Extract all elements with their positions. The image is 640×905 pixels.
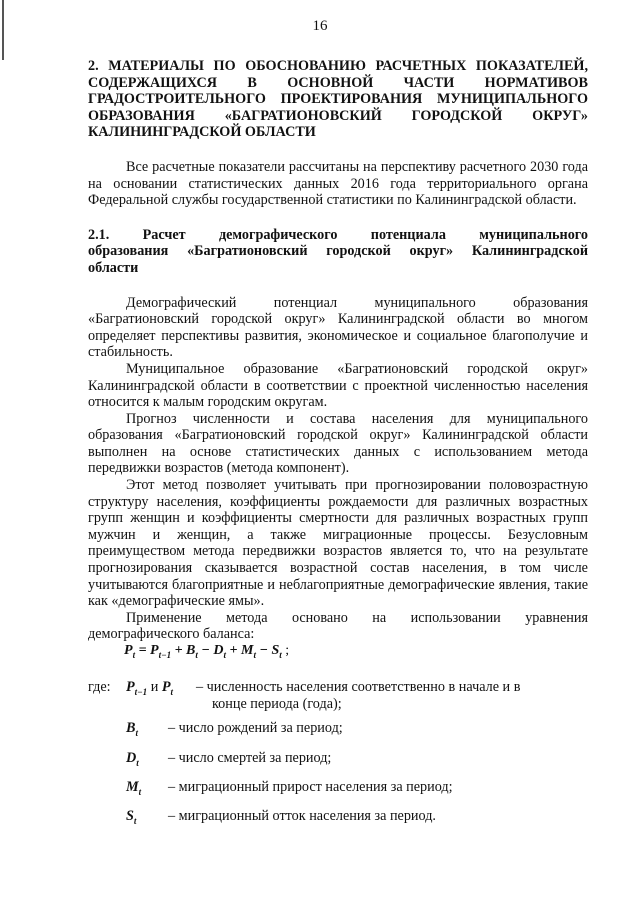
legend-dash: –	[196, 679, 204, 695]
legend-symbol-s: $S_t$	[126, 808, 137, 827]
legend-symbol-b: $B_t$	[126, 720, 138, 739]
body-paragraph: Этот метод позволяет учитывать при прогнозировании половозрастную структуру населения, коэффициенты рождаемости для различных возрастных групп женщин и коэффициенты смертности для различных возрастных групп мужчин и женщин, а также миграционные процессы. Безусловным преимуществом метода передвижки возрастов является то, что на результате прогнозирования сказывается возрастной состав населения, в том числе учитываются благоприятные и неблагоприятные демографические явления, такие как «демографические ямы».	[88, 477, 588, 610]
legend-symbol-p: $P_{t-1}$ и $P_t$	[126, 679, 174, 697]
legend-row-deaths	[88, 750, 588, 771]
section-2-1-heading-line: 2.1. Расчет демографического потенциала муниципального	[88, 226, 588, 243]
formula-intro: Применение метода основано на использовании уравнения демографического баланса:	[88, 609, 588, 643]
body-paragraph: Демографический потенциал муниципального образования «Багратионовский городской округ» Калининградской области во многом определяет перспективы развития, экономическое и социальное благополучие и стабильность.	[88, 294, 588, 361]
section-2-heading-line: КАЛИНИНГРАДСКОЙ ОБЛАСТИ	[88, 124, 316, 141]
section-2-heading-line: СОДЕРЖАЩИХСЯ В ОСНОВНОЙ ЧАСТИ НОРМАТИВОВ	[88, 74, 588, 91]
legend-text: – миграционный отток населения за период.	[168, 808, 436, 825]
section-2-1-heading-line: образования «Багратионовский городской округ» Калининградской	[88, 243, 588, 260]
section-2-heading	[88, 58, 588, 141]
legend-description	[196, 679, 588, 712]
equation-text: $P_t = P_{t-1} + B_t - D_t + M_t - S_t$	[124, 643, 282, 660]
legend-row-population	[88, 679, 588, 712]
balance-equation	[124, 643, 588, 665]
and-word: и	[150, 679, 159, 695]
legend-text: – миграционный прирост населения за период;	[168, 779, 453, 796]
legend-text: – число смертей за период;	[168, 749, 332, 766]
legend-row-migration-in	[88, 779, 588, 800]
legend-text: численность населения соответственно в начале и в	[206, 679, 521, 695]
section-2-1-heading-line: области	[88, 259, 139, 276]
body-paragraph: Муниципальное образование «Багратионовский городской округ» Калининградской области в соответствии с проектной численностью населения относится к малым городским округам.	[88, 360, 588, 411]
section-2-1-heading	[88, 227, 588, 277]
where-label: где:	[88, 679, 111, 695]
legend-row-migration-out	[88, 808, 588, 829]
section-2-heading-line: 2. МАТЕРИАЛЫ ПО ОБОСНОВАНИЮ РАСЧЕТНЫХ ПОКАЗАТЕЛЕЙ,	[88, 58, 588, 74]
equation-legend	[88, 679, 588, 830]
document-body	[88, 58, 588, 830]
legend-text: конце периода (года);	[212, 695, 342, 712]
legend-symbol-m: $M_t$	[126, 779, 142, 797]
legend-symbol-d: $D_t$	[126, 749, 139, 768]
section-2-heading-line: ОБРАЗОВАНИЯ «БАГРАТИОНОВСКИЙ ГОРОДСКОЙ ОКРУГ»	[88, 107, 588, 124]
section-2-heading-line: ГРАДОСТРОИТЕЛЬНОГО ПРОЕКТИРОВАНИЯ МУНИЦИПАЛЬНОГО	[88, 91, 588, 108]
section-2-paragraph: Все расчетные показатели рассчитаны на перспективу расчетного 2030 года на основании статистических данных 2016 года территориального органа Федеральной службы государственной статистики по Калининградской области.	[88, 158, 588, 209]
page-number: 16	[312, 18, 328, 34]
equation-semicolon: ;	[285, 643, 290, 658]
legend-text: – число рождений за период;	[168, 720, 343, 737]
legend-row-births	[88, 720, 588, 741]
body-paragraph: Прогноз численности и состава населения для муниципального образования «Багратионовский городской округ» Калининградской области выполнен на основе статистических данных с использованием метода передвижки возрастов (метода компонент).	[88, 410, 588, 477]
